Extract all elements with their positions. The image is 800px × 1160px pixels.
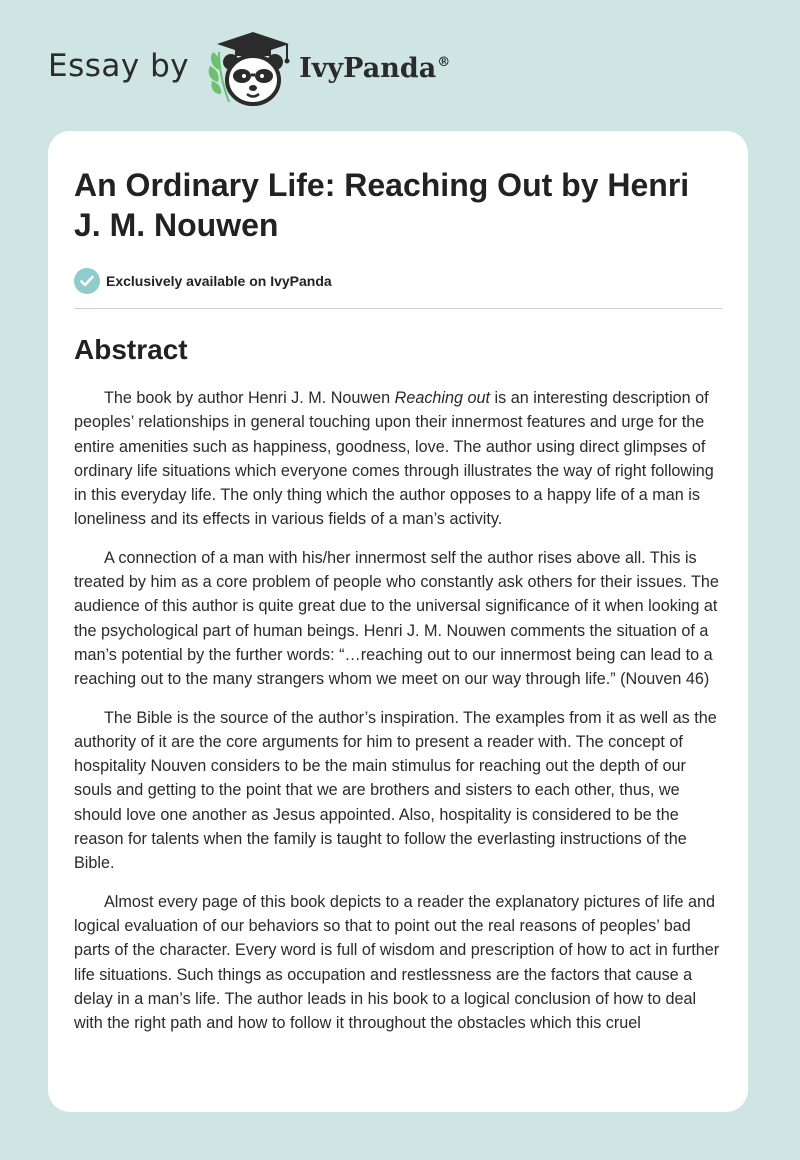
paragraph-2: A connection of a man with his/her innermost self the author rises above all. This is treated by him as a core problem of people who constantly ask others for their issues. The audience of this author is quite great due to the universal significance of it when looking at the psychological part of human beings. Henri J. M. Nouwen comments the situation of a man’s potential by the further words: “…reaching out to our innermost being can lead to a reaching out to the many strangers whom we meet on our way through life.” (Nouven 46) <box>74 548 719 689</box>
brand-name-text: IvyPanda <box>299 52 437 84</box>
paragraph-1-rest: is an interesting description of peoples’ relationships in general touching upon their innermost features and urge for the entire amenities such as happiness, goodness, love. The author using direct glimpses of ordinary life situations which everyone comes through illustrates the way of right following in this everyday life. The only thing which the author opposes to a happy life of a man is loneliness and its effects in various fields of a man’s activity. <box>74 389 714 529</box>
paragraph-1-start: The book by author Henri J. M. Nouwen <box>104 389 395 407</box>
book-title-italic: Reaching out <box>394 389 491 407</box>
brand-name <box>299 53 450 84</box>
divider <box>74 308 722 309</box>
page-title: An Ordinary Life: Reaching Out by Henri J. M. Nouwen <box>74 167 690 243</box>
paragraph-3: The Bible is the source of the author’s inspiration. The examples from it as well as the authority of it are the core arguments for him to present a reader with. The concept of hospitality Nouven considers to be the main stimulus for reaching out the depth of our souls and getting to the point that we are brothers and sisters to each other, thus, we should love one another as Jesus appointed. Also, hospitality is considered to be the reason for talents when the family is taught to follow the everlasting instructions of the Bible. <box>74 708 717 873</box>
brand-prefix: Essay by <box>48 48 190 84</box>
brand-header[interactable] <box>48 30 450 110</box>
exclusive-badge <box>74 267 722 295</box>
essay-card <box>48 131 748 1112</box>
exclusive-label: Exclusively available on IvyPanda <box>106 273 332 289</box>
paragraph-4: Almost every page of this book depicts to a reader the explanatory pictures of life and logical evaluation of our behaviors so that to point out the real reasons of peoples’ bad parts of the character. Every word is full of wisdom and prescription of how to act in further life situations. Such things as occupation and restlessness are the factors that cause a delay in a man’s life. The author leads in his book to a logical conclusion of how to deal with the right path and how to follow it throughout the obstacles which this cruel <box>74 892 720 1033</box>
paragraph-1 <box>74 386 722 532</box>
essay-body <box>74 386 722 1035</box>
check-icon <box>74 268 100 294</box>
panda-graduate-icon <box>205 30 297 110</box>
section-heading-abstract: Abstract <box>74 334 188 365</box>
registered-mark: ® <box>437 54 451 70</box>
